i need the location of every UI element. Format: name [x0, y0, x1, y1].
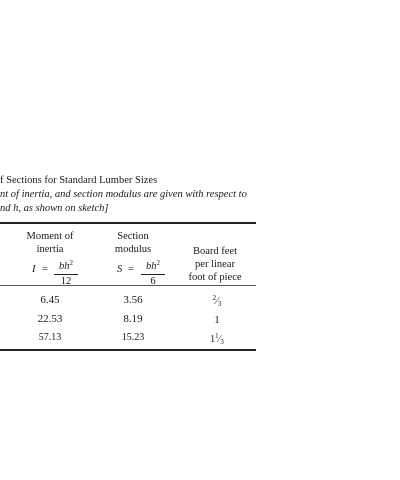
- board-slash: ⁄: [216, 295, 218, 307]
- column-header-section-modulus: [93, 230, 173, 256]
- header-line: Section: [117, 231, 149, 242]
- cell-moment-row-3: 57.13: [38, 332, 62, 343]
- header-line: inertia: [36, 244, 64, 255]
- fraction-bar: [54, 274, 78, 275]
- formula-fraction: [141, 257, 165, 288]
- header-line: Board feet: [192, 246, 238, 257]
- column-header-moment-of-inertia: [10, 230, 90, 256]
- formula-symbol: S: [117, 264, 123, 275]
- moment-of-inertia-formula: [32, 257, 88, 287]
- numerator-exponent: 2: [156, 259, 160, 267]
- header-line: foot of piece: [188, 272, 242, 283]
- board-whole: 1: [214, 314, 220, 326]
- fraction-bar: [141, 274, 165, 275]
- formula-numerator: [54, 257, 78, 273]
- table-title: f Sections for Standard Lumber Sizes: [0, 175, 158, 186]
- formula-fraction: [54, 257, 78, 288]
- section-modulus-formula: [117, 257, 173, 287]
- formula-numerator: [141, 257, 165, 273]
- header-line: Moment of: [26, 231, 74, 242]
- formula-denominator: 6: [150, 276, 156, 287]
- board-numerator: 1: [215, 332, 219, 340]
- numerator-exponent: 2: [69, 259, 73, 267]
- table-bottom-rule: [0, 349, 256, 351]
- table-subtitle-line-2: nd h, as shown on sketch]: [0, 203, 109, 214]
- header-line: per linear: [195, 259, 235, 270]
- formula-equals: =: [42, 264, 48, 275]
- table-top-rule: [0, 222, 256, 224]
- board-numerator: 2: [212, 294, 217, 302]
- formula-symbol: I: [32, 264, 36, 275]
- column-header-board-feet: [175, 245, 255, 284]
- cell-board-row-3: [192, 332, 242, 346]
- header-line: modulus: [114, 244, 152, 255]
- numerator-text: bh: [146, 261, 157, 272]
- board-denominator: 3: [220, 338, 224, 346]
- board-denominator: 3: [217, 300, 222, 308]
- cell-moment-row-2: 22.53: [37, 313, 63, 325]
- cell-section-row-1: 3.56: [123, 294, 143, 306]
- table-subtitle-line-1: nt of inertia, and section modulus are given with respect to: [0, 189, 247, 200]
- formula-equals: =: [128, 264, 134, 275]
- numerator-text: bh: [59, 261, 70, 272]
- cell-section-row-2: 8.19: [123, 313, 143, 325]
- cell-board-row-2: [192, 313, 242, 327]
- cell-section-row-3: 15.23: [121, 332, 145, 343]
- board-whole: 1: [210, 334, 216, 345]
- board-slash: ⁄: [218, 334, 221, 345]
- cell-moment-row-1: 6.45: [40, 294, 60, 306]
- cell-board-row-1: [192, 294, 242, 308]
- formula-denominator: 12: [60, 276, 72, 287]
